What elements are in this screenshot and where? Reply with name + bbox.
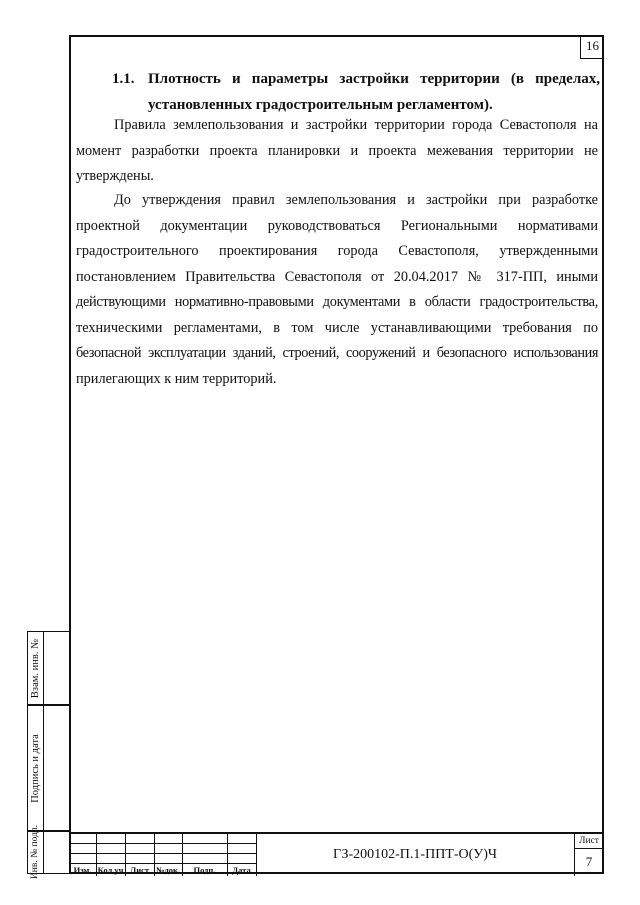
sheet-number: 7	[585, 854, 593, 869]
paragraph-line: безопасной эксплуатации зданий, строений, сооружений и безопасного использования	[76, 345, 598, 361]
stamp-vzam-inv-label: Взам. инв. №	[30, 638, 42, 699]
stamp-inv-podl	[27, 824, 70, 880]
paragraph-line: утверждены.	[76, 168, 154, 184]
paragraph-line: постановлением Правительства Севастополя от 20.04.2017 № 317-ПП, иными	[76, 268, 598, 285]
header-kol-uch: Кол.уч	[97, 865, 124, 875]
paragraph-line: момент разработки проекта планировки и проекта межевания территории не	[76, 142, 598, 159]
page-number: 16	[580, 35, 604, 59]
stamp-vzam-inv	[27, 631, 70, 706]
sheet-label: Лист	[579, 836, 599, 846]
paragraph-1	[76, 113, 598, 190]
stamp-podpis-data	[27, 704, 70, 832]
title-block	[69, 832, 604, 874]
section-heading-line1	[112, 66, 600, 92]
section-title-text-1: Плотность и параметры застройки территории (в пределах,	[148, 71, 600, 87]
paragraph-line: прилегающих к ним территорий.	[76, 370, 277, 387]
paragraph-2	[76, 188, 598, 392]
paragraph-line: действующими нормативно-правовыми документами в области градостроительства,	[76, 294, 598, 310]
section-title-text-2: установленных градостроительным регламентом).	[148, 97, 493, 113]
section-heading	[112, 66, 600, 118]
header-list: Лист	[129, 865, 150, 875]
section-number: 1.1.	[112, 71, 135, 87]
paragraph-line: проектной документации руководствоваться Региональными нормативами	[76, 217, 598, 234]
stamp-podpis-data-label: Подпись и дата	[30, 733, 42, 803]
paragraph-line: До утверждения правил землепользования и застройки при разработке	[114, 192, 598, 208]
header-n-dok: №док.	[155, 865, 181, 875]
header-izm: Изм.	[73, 865, 92, 875]
stamp-inv-podl-label: Инв. № подл.	[30, 824, 41, 880]
document-code: ГЗ-200102-П.1-ППТ-О(У)Ч	[333, 847, 497, 862]
paragraph-line: техническими регламентами, в том числе устанавливающими требования по	[76, 319, 598, 336]
paragraph-line: градостроительного проектирования города Севастополя, утвержденными	[76, 243, 598, 259]
header-podp: Подп.	[193, 865, 216, 875]
paragraph-line: Правила землепользования и застройки территории города Севастополя на	[114, 117, 598, 133]
header-data: Дата	[232, 865, 251, 875]
